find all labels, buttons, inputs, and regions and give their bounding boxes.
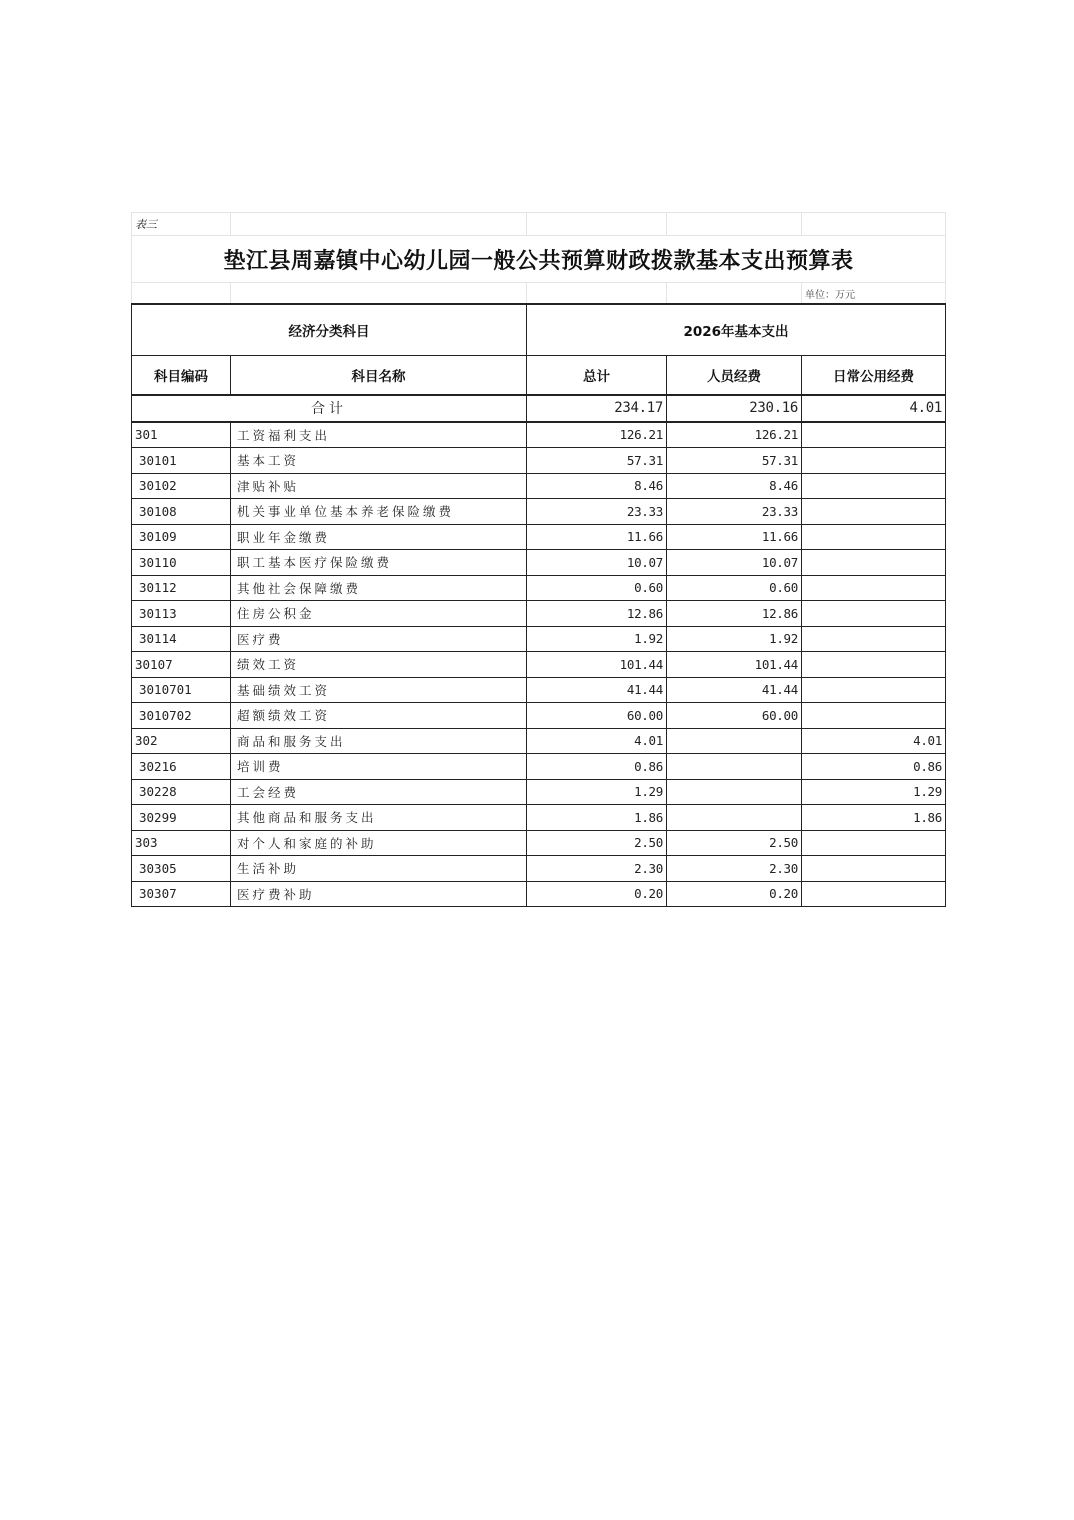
row-total: 11.66 [527, 524, 667, 550]
row-public [802, 856, 946, 882]
table-row [132, 754, 946, 780]
row-personnel: 11.66 [667, 524, 802, 550]
table-row [132, 703, 946, 729]
row-total: 23.33 [527, 499, 667, 525]
table-row [132, 499, 946, 525]
table-row [132, 601, 946, 627]
row-public [802, 448, 946, 474]
row-personnel: 126.21 [667, 422, 802, 448]
row-total: 101.44 [527, 652, 667, 678]
unit-row [132, 283, 946, 305]
row-public: 1.86 [802, 805, 946, 831]
row-total: 10.07 [527, 550, 667, 576]
row-public [802, 830, 946, 856]
row-personnel [667, 754, 802, 780]
column-header-row [132, 356, 946, 396]
row-personnel: 8.46 [667, 473, 802, 499]
row-code: 3010702 [132, 703, 231, 729]
row-personnel: 2.30 [667, 856, 802, 882]
row-public [802, 422, 946, 448]
row-name: 住房公积金 [231, 601, 527, 627]
table-row [132, 422, 946, 448]
row-code: 30101 [132, 448, 231, 474]
row-personnel: 12.86 [667, 601, 802, 627]
row-personnel: 101.44 [667, 652, 802, 678]
total-personnel: 230.16 [667, 395, 802, 422]
row-name: 商品和服务支出 [231, 728, 527, 754]
row-public [802, 703, 946, 729]
row-name: 基本工资 [231, 448, 527, 474]
row-code: 30109 [132, 524, 231, 550]
column-header-code: 科目编码 [132, 356, 231, 396]
row-public: 1.29 [802, 779, 946, 805]
table-row [132, 677, 946, 703]
row-total: 8.46 [527, 473, 667, 499]
row-total: 0.86 [527, 754, 667, 780]
row-total: 2.50 [527, 830, 667, 856]
table-row [132, 626, 946, 652]
row-name: 职工基本医疗保险缴费 [231, 550, 527, 576]
row-total: 57.31 [527, 448, 667, 474]
group-header-basic-expense: 2026年基本支出 [527, 304, 946, 356]
row-total: 4.01 [527, 728, 667, 754]
row-public [802, 601, 946, 627]
row-code: 303 [132, 830, 231, 856]
page-title: 垫江县周嘉镇中心幼儿园一般公共预算财政拨款基本支出预算表 [132, 236, 946, 283]
row-name: 医疗费 [231, 626, 527, 652]
row-code: 30216 [132, 754, 231, 780]
row-code: 3010701 [132, 677, 231, 703]
row-public [802, 473, 946, 499]
row-code: 30114 [132, 626, 231, 652]
row-public [802, 550, 946, 576]
row-total: 12.86 [527, 601, 667, 627]
group-header-row [132, 304, 946, 356]
row-total: 126.21 [527, 422, 667, 448]
total-total: 234.17 [527, 395, 667, 422]
row-name: 对个人和家庭的补助 [231, 830, 527, 856]
table-row [132, 881, 946, 907]
row-total: 0.20 [527, 881, 667, 907]
table-row [132, 473, 946, 499]
row-public [802, 652, 946, 678]
row-personnel: 2.50 [667, 830, 802, 856]
row-name: 基础绩效工资 [231, 677, 527, 703]
budget-table [131, 212, 946, 907]
row-name: 超额绩效工资 [231, 703, 527, 729]
row-public [802, 881, 946, 907]
title-row [132, 236, 946, 283]
row-total: 1.86 [527, 805, 667, 831]
table-row [132, 550, 946, 576]
column-header-personnel: 人员经费 [667, 356, 802, 396]
row-personnel: 0.60 [667, 575, 802, 601]
row-public: 4.01 [802, 728, 946, 754]
row-total: 2.30 [527, 856, 667, 882]
row-code: 30299 [132, 805, 231, 831]
table-caption: 表三 [132, 213, 231, 236]
row-code: 30113 [132, 601, 231, 627]
row-name: 其他社会保障缴费 [231, 575, 527, 601]
table-row [132, 830, 946, 856]
row-name: 津贴补贴 [231, 473, 527, 499]
row-public [802, 575, 946, 601]
table-row [132, 728, 946, 754]
table-row [132, 575, 946, 601]
row-code: 30307 [132, 881, 231, 907]
table-row [132, 524, 946, 550]
row-public [802, 524, 946, 550]
row-name: 机关事业单位基本养老保险缴费 [231, 499, 527, 525]
row-name: 其他商品和服务支出 [231, 805, 527, 831]
budget-sheet [131, 212, 945, 907]
row-personnel [667, 805, 802, 831]
row-total: 60.00 [527, 703, 667, 729]
row-code: 30112 [132, 575, 231, 601]
total-row [132, 395, 946, 422]
group-header-economic: 经济分类科目 [132, 304, 527, 356]
row-public [802, 677, 946, 703]
column-header-total: 总计 [527, 356, 667, 396]
table-row [132, 805, 946, 831]
row-public: 0.86 [802, 754, 946, 780]
row-personnel: 0.20 [667, 881, 802, 907]
row-name: 绩效工资 [231, 652, 527, 678]
row-total: 41.44 [527, 677, 667, 703]
row-code: 30110 [132, 550, 231, 576]
row-code: 30305 [132, 856, 231, 882]
column-header-public: 日常公用经费 [802, 356, 946, 396]
unit-label: 单位：万元 [802, 283, 946, 305]
row-code: 30107 [132, 652, 231, 678]
table-row [132, 448, 946, 474]
caption-row [132, 213, 946, 236]
row-name: 医疗费补助 [231, 881, 527, 907]
row-code: 302 [132, 728, 231, 754]
row-name: 职业年金缴费 [231, 524, 527, 550]
row-name: 工会经费 [231, 779, 527, 805]
row-public [802, 499, 946, 525]
total-public: 4.01 [802, 395, 946, 422]
table-row [132, 652, 946, 678]
row-public [802, 626, 946, 652]
row-total: 1.29 [527, 779, 667, 805]
row-total: 1.92 [527, 626, 667, 652]
row-name: 培训费 [231, 754, 527, 780]
row-code: 30228 [132, 779, 231, 805]
row-code: 301 [132, 422, 231, 448]
row-personnel [667, 728, 802, 754]
row-personnel: 1.92 [667, 626, 802, 652]
row-personnel: 41.44 [667, 677, 802, 703]
row-code: 30108 [132, 499, 231, 525]
row-personnel [667, 779, 802, 805]
row-personnel: 10.07 [667, 550, 802, 576]
table-row [132, 856, 946, 882]
row-personnel: 23.33 [667, 499, 802, 525]
row-name: 生活补助 [231, 856, 527, 882]
row-total: 0.60 [527, 575, 667, 601]
row-code: 30102 [132, 473, 231, 499]
row-personnel: 57.31 [667, 448, 802, 474]
column-header-name: 科目名称 [231, 356, 527, 396]
row-personnel: 60.00 [667, 703, 802, 729]
table-row [132, 779, 946, 805]
row-name: 工资福利支出 [231, 422, 527, 448]
total-label: 合计 [132, 395, 527, 422]
